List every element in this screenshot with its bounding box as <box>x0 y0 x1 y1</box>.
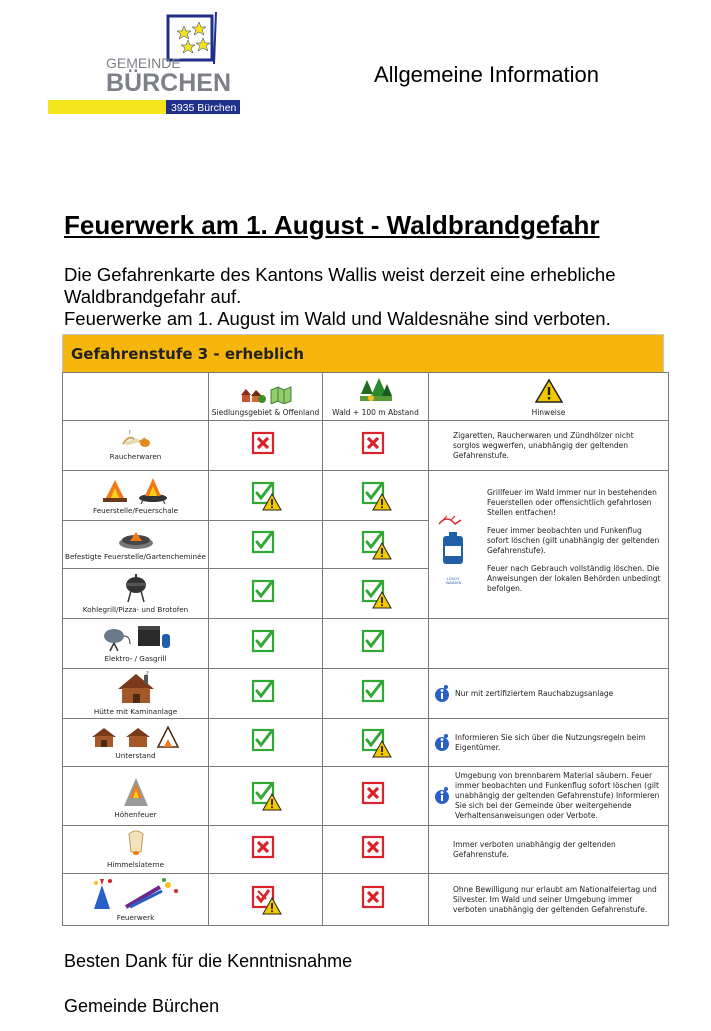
allowed-icon <box>209 529 322 561</box>
allowed-caution-icon <box>323 727 428 759</box>
municipality-logo <box>48 12 244 120</box>
status-cell-settlement <box>209 874 323 926</box>
svg-text:BÜRCHEN: BÜRCHEN <box>106 69 231 97</box>
row-label-cell <box>63 421 209 471</box>
column-label-hints: Hinweise <box>531 408 566 417</box>
table-row <box>63 826 669 874</box>
status-cell-forest <box>323 471 429 521</box>
signature-text: Gemeinde Bürchen <box>64 996 220 1016</box>
row-label: Raucherwaren <box>109 452 162 461</box>
allowed-icon <box>323 678 428 710</box>
status-cell-settlement <box>209 719 323 767</box>
gas-grill-icon <box>63 624 208 652</box>
table-row <box>63 767 669 826</box>
row-label-cell <box>63 569 209 619</box>
forbidden-icon <box>323 834 428 866</box>
row-label: Kohlegrill/Pizza- und Brotofen <box>82 605 189 614</box>
merged-hint-paragraph: Feuer nach Gebrauch vollständig löschen. Die Anweisungen der lokalen Behörden unbedingt befolgen. <box>487 563 661 593</box>
forest-icon <box>359 376 393 404</box>
status-cell-settlement <box>209 767 323 826</box>
hint-cell <box>429 619 669 669</box>
row-label: Unterstand <box>115 751 156 760</box>
warning-icon <box>534 378 564 404</box>
thanks-text: Besten Dank für die Kenntnisnahme <box>64 951 353 971</box>
hint-text: Ohne Bewilligung nur erlaubt am Nationalfeiertag und Silvester. Im Wald und seiner Umgebung immer verboten unabhängig der geltenden Gefahrenstufe. <box>453 884 657 914</box>
row-label-cell <box>63 471 209 521</box>
intro-paragraph-1: Die Gefahrenkarte des Kantons Wallis weist derzeit eine erhebliche Waldbrandgefahr auf. <box>64 264 616 307</box>
row-label: Elektro- / Gasgrill <box>104 654 167 663</box>
hint-cell <box>429 421 669 471</box>
allowed-icon <box>209 578 322 610</box>
status-cell-forest <box>323 421 429 471</box>
intro-paragraph-2: Feuerwerke am 1. August im Wald und Waldesnähe sind verboten. <box>64 308 611 329</box>
row-label-cell <box>63 619 209 669</box>
status-cell-settlement <box>209 619 323 669</box>
danger-level-table <box>62 334 664 926</box>
table-row <box>63 719 669 767</box>
status-cell-forest <box>323 826 429 874</box>
allowed-caution-icon <box>209 480 322 512</box>
column-header-forest <box>323 373 429 421</box>
forbidden-icon <box>323 430 428 462</box>
info-icon <box>434 734 450 752</box>
shelter-icon <box>63 725 208 749</box>
bonfire-icon <box>63 774 208 808</box>
hint-cell <box>429 826 669 874</box>
forbidden-icon <box>323 780 428 812</box>
status-cell-settlement <box>209 669 323 719</box>
info-icon <box>434 685 450 703</box>
row-label-cell <box>63 521 209 569</box>
table-row <box>63 669 669 719</box>
table-row <box>63 619 669 669</box>
cigarette-icon <box>63 430 208 450</box>
extinguish-water-label: LÖSCH WASSER <box>446 576 462 585</box>
row-label-cell <box>63 669 209 719</box>
allowed-icon <box>209 628 322 660</box>
row-label-cell <box>63 719 209 767</box>
svg-text:3935 Bürchen: 3935 Bürchen <box>171 102 237 114</box>
rules-table <box>62 372 669 926</box>
logo-square <box>168 16 212 60</box>
allowed-caution-icon <box>323 480 428 512</box>
charcoal-grill-icon <box>63 573 208 603</box>
row-label-cell <box>63 767 209 826</box>
row-label: Hütte mit Kaminanlage <box>93 707 178 716</box>
row-label: Feuerwerk <box>116 913 155 922</box>
allowed-caution-icon <box>209 780 322 812</box>
merged-hint-paragraph: Feuer immer beobachten und Funkenflug sofort löschen (gilt unabhängig der geltenden Gefahrenstufe). <box>487 525 660 555</box>
hint-cell <box>429 669 669 719</box>
column-label-forest: Wald + 100 m Abstand <box>332 408 419 417</box>
column-header-settlement <box>209 373 323 421</box>
row-label-cell <box>63 874 209 926</box>
hint-text: Informieren Sie sich über die Nutzungsregeln beim Eigentümer. <box>455 732 646 752</box>
forbidden-icon <box>209 430 322 462</box>
column-header-row <box>63 373 669 421</box>
allowed-icon <box>209 678 322 710</box>
status-cell-forest <box>323 521 429 569</box>
hint-text: Immer verboten unabhängig der geltenden Gefahrenstufe. <box>453 839 616 859</box>
hint-text: Umgebung von brennbarem Material säubern. Feuer immer beobachten und Funkenflug sofort löschen (gilt unabhängig der geltenden Gefahrenstufe) Informieren Sie sich bei der Gemeinde über weitergehende Verhaltensanweisungen oder Verbote. <box>455 771 660 820</box>
row-label-cell <box>63 826 209 874</box>
restricted-caution-icon <box>209 884 322 916</box>
svg-text:GEMEINDE: GEMEINDE <box>106 55 181 71</box>
info-icon <box>434 787 450 805</box>
row-label: Feuerstelle/Feuerschale <box>92 506 179 515</box>
status-cell-forest <box>323 619 429 669</box>
header-title: Allgemeine Information <box>374 62 600 87</box>
hint-text: Nur mit zertifiziertem Rauchabzugsanlage <box>455 688 614 698</box>
sky-lantern-icon <box>63 830 208 858</box>
table-title: Gefahrenstufe 3 - erheblich <box>62 334 664 372</box>
hut-icon <box>63 671 208 705</box>
fireworks-icon <box>63 877 208 911</box>
header-empty-cell <box>63 373 209 421</box>
status-cell-forest <box>323 767 429 826</box>
status-cell-settlement <box>209 826 323 874</box>
table-row <box>63 874 669 926</box>
village-icon <box>240 386 266 404</box>
forbidden-icon <box>209 834 322 866</box>
campfire-icon <box>63 476 208 504</box>
status-cell-forest <box>323 669 429 719</box>
status-cell-settlement <box>209 521 323 569</box>
status-cell-forest <box>323 719 429 767</box>
hint-cell <box>429 719 669 767</box>
fireplace-icon <box>63 528 208 550</box>
allowed-icon <box>209 727 322 759</box>
hint-text: Zigaretten, Raucherwaren und Zündhölzer nicht sorglos wegwerfen, unabhängig der geltenden Gefahrenstufe. <box>453 430 634 460</box>
hint-cell <box>429 767 669 826</box>
status-cell-forest <box>323 874 429 926</box>
row-label: Höhenfeuer <box>114 809 157 819</box>
status-cell-settlement <box>209 569 323 619</box>
row-label: Befestigte Feuerstelle/Gartencheminée <box>65 552 206 561</box>
status-cell-forest <box>323 569 429 619</box>
map-icon <box>270 386 292 404</box>
intro-text <box>64 264 674 330</box>
status-cell-settlement <box>209 421 323 471</box>
row-label: Himmelslaterne <box>106 860 164 869</box>
allowed-caution-icon <box>323 529 428 561</box>
column-label-settlement: Siedlungsgebiet & Offenland <box>211 408 320 417</box>
merged-hint-paragraph: Grillfeuer im Wald immer nur in bestehenden Feuerstellen oder offensichtlich gefahrlosen Stellen entfachen! <box>487 487 657 517</box>
allowed-icon <box>323 628 428 660</box>
column-header-hints <box>429 373 669 421</box>
status-cell-settlement <box>209 471 323 521</box>
table-row <box>63 471 669 521</box>
table-row <box>63 421 669 471</box>
hint-cell <box>429 874 669 926</box>
page-title: Feuerwerk am 1. August - Waldbrandgefahr <box>64 210 600 240</box>
extinguish-water-icon <box>437 510 467 585</box>
allowed-caution-icon <box>323 578 428 610</box>
merged-hint-cell <box>429 471 669 619</box>
forbidden-icon <box>323 884 428 916</box>
